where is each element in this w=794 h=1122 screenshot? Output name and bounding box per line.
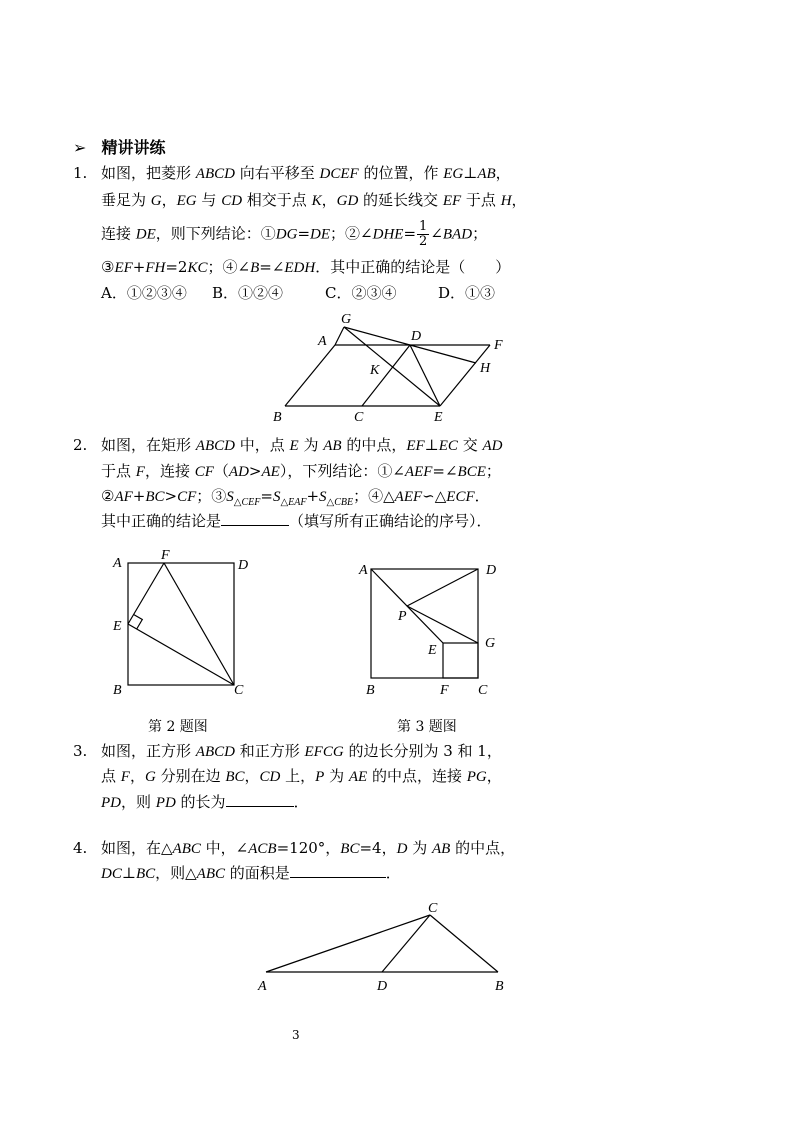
q1-option-c: C．②③④	[325, 284, 397, 302]
q3-label-B: B	[366, 683, 375, 698]
q1-option-a: A．①②③④	[101, 284, 187, 302]
section-title: 精讲讲练	[101, 138, 166, 157]
fraction-one-half: $\frac{1}{2}$	[419, 219, 428, 249]
q4-segment-CB	[430, 915, 498, 972]
q1-line-2: 垂足为 G，EG 与 CD 相交于点 K，GD 的延长线交 EF 于点 H，	[101, 191, 527, 209]
q2-line-1: 如图，在矩形 ABCD 中，点 E 为 AB 的中点，EF⊥EC 交 AD	[101, 436, 503, 454]
q2-label-E: E	[113, 619, 122, 634]
q2-number: 2.	[73, 436, 88, 454]
q1-label-H: H	[480, 361, 491, 376]
q1-label-G: G	[341, 312, 352, 327]
q2-figure-caption: 第 2 题图	[148, 719, 208, 735]
q3-figure-caption: 第 3 题图	[397, 719, 457, 735]
q4-line-2: DC⊥BC，则△ABC 的面积是 ．	[101, 864, 401, 882]
q3-label-D: D	[486, 563, 497, 578]
q2-label-C: C	[234, 683, 244, 698]
q1-line-3: 连接 DE，则下列结论：①DG=DE；②∠DHE= $\frac{1}{2}$ ∠BAD；	[101, 219, 488, 249]
q1-line-1: 如图，把菱形 ABCD 向右平移至 DCEF 的位置，作 EG⊥AB，	[101, 164, 511, 182]
page-number: 3	[292, 1028, 300, 1042]
q1-option-b: B．①②④	[212, 284, 284, 302]
q4-line-1: 如图，在△ABC 中，∠ACB=120°，BC=4，D 为 AB 的中点，	[101, 839, 516, 857]
q3-label-A: A	[359, 563, 368, 578]
q3-line-2: 点 F，G 分别在边 BC，CD 上，P 为 AE 的中点，连接 PG，	[101, 767, 502, 785]
q4-number: 4.	[73, 839, 88, 857]
q3-label-G: G	[485, 636, 496, 651]
q2-label-D: D	[238, 558, 249, 573]
q1-label-D: D	[411, 329, 422, 344]
q4-label-C: C	[428, 901, 438, 916]
q3-line-1: 如图，正方形 ABCD 和正方形 EFCG 的边长分别为 3 和 1，	[101, 742, 502, 760]
q1-label-F: F	[494, 338, 503, 353]
q1-label-E: E	[434, 410, 443, 425]
q2-line-2: 于点 F，连接 CF（AD>AE），下列结论：①∠AEF=∠BCE；	[101, 462, 501, 480]
q1-line-4: ③EF+FH=2KC；④∠B=∠EDH．其中正确的结论是（ ）	[101, 258, 511, 276]
q4-label-D: D	[377, 979, 388, 994]
q1-option-d: D．①③	[438, 284, 496, 302]
q1-number: 1.	[73, 164, 88, 182]
q2-label-B: B	[113, 683, 122, 698]
q4-label-A: A	[258, 979, 267, 994]
q3-label-C: C	[478, 683, 488, 698]
q3-label-E: E	[428, 643, 437, 658]
q1-label-B: B	[273, 410, 282, 425]
q1-label-K: K	[370, 363, 380, 378]
q3-number: 3.	[73, 742, 88, 760]
q3-label-F: F	[440, 683, 449, 698]
q2-label-F: F	[161, 548, 170, 563]
q3-label-P: P	[398, 609, 407, 624]
q2-label-A: A	[113, 556, 122, 571]
arrow-bullet-icon: ➢	[73, 138, 87, 157]
q4-label-B: B	[495, 979, 504, 994]
q1-label-C: C	[354, 410, 364, 425]
q2-line-4: 其中正确的结论是 （填写所有正确结论的序号）．	[101, 512, 492, 530]
q3-line-3: PD，则 PD 的长为 ．	[101, 793, 309, 811]
q2-line-3: ②AF+BC>CF；$③S_{\triangle CEF}=S_{\triangle EAF}+S_{\triangle CBE}$；④△AEF∽△ECF．	[101, 487, 490, 508]
q1-label-A: A	[318, 334, 327, 349]
